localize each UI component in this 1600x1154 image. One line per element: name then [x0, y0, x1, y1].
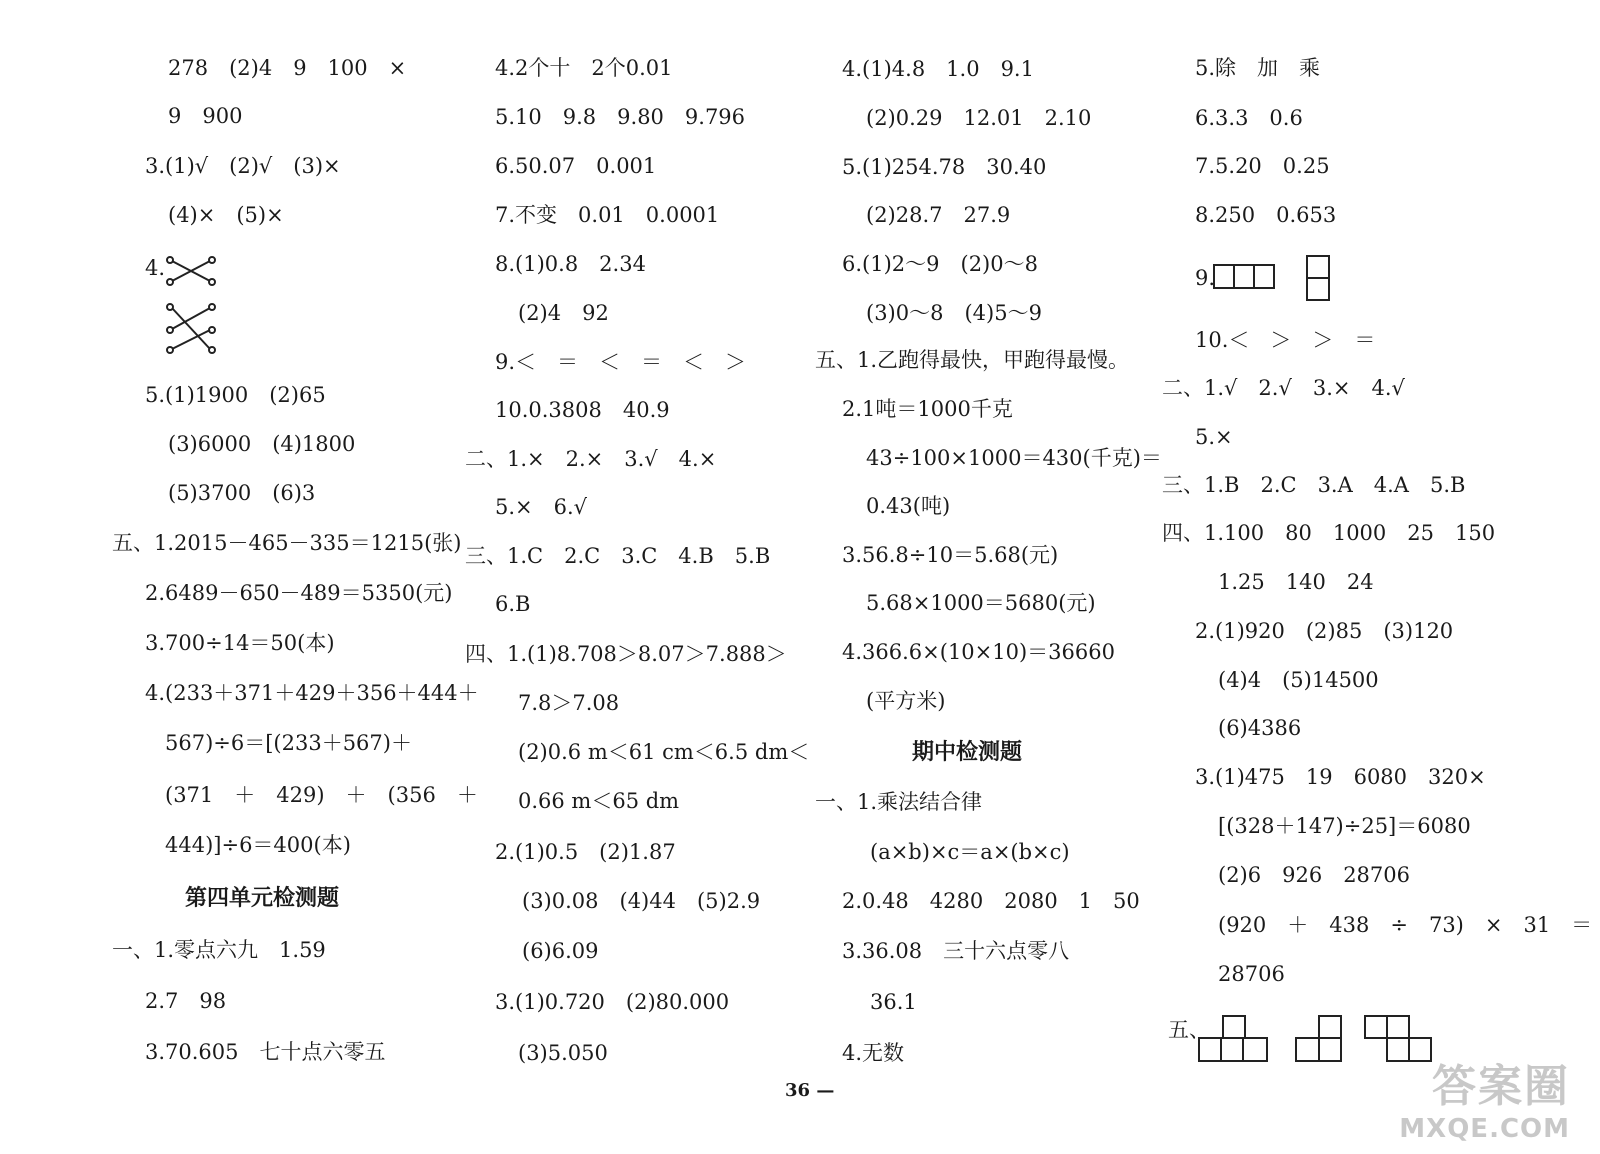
text-line: (2)6 926 28706: [1218, 863, 1410, 887]
text-line: 6.B: [495, 592, 531, 616]
text-line: 28706: [1218, 962, 1285, 986]
text-line: 一、1.零点六九 1.59: [112, 938, 326, 962]
text-line: 2.1吨＝1000千克: [842, 397, 1013, 421]
text-line: 9 900: [168, 104, 243, 128]
text-line: 8.250 0.653: [1195, 203, 1337, 227]
text-line: 2.(1)0.5 (2)1.87: [495, 840, 676, 864]
text-line: 五、1.乙跑得最快，甲跑得最慢。: [815, 348, 1130, 372]
text-line: 三、1.B 2.C 3.A 4.A 5.B: [1162, 473, 1466, 497]
text-line: 5.× 6.√: [495, 495, 588, 519]
text-line: 6.(1)2～9 (2)0～8: [842, 252, 1038, 276]
text-line: (平方米): [866, 689, 946, 713]
text-line: 3.(1)0.720 (2)80.000: [495, 990, 730, 1014]
text-line: 五、: [1168, 1018, 1210, 1042]
watermark-bottom: MXQE.COM: [1399, 1114, 1570, 1144]
text-line: 2.(1)920 (2)85 (3)120: [1195, 619, 1454, 643]
text-line: (2)0.29 12.01 2.10: [866, 106, 1092, 130]
text-line: 二、1.× 2.× 3.√ 4.×: [465, 447, 717, 471]
text-line: 10.0.3808 40.9: [495, 398, 670, 422]
text-line: 5.(1)254.78 30.40: [842, 155, 1047, 179]
text-line: 5.10 9.8 9.80 9.796: [495, 105, 746, 129]
text-line: 7.5.20 0.25: [1195, 154, 1330, 178]
text-line: 43÷100×1000＝430(千克)＝: [866, 446, 1162, 470]
text-line: 1.25 140 24: [1218, 570, 1374, 594]
page-number: 36 —: [785, 1080, 835, 1101]
text-line: 5.×: [1195, 425, 1233, 449]
text-line: 5.(1)1900 (2)65: [145, 383, 326, 407]
text-line: 3.56.8÷10＝5.68(元): [842, 543, 1059, 567]
section-heading: 期中检测题: [912, 739, 1023, 765]
text-line: 9.: [1195, 266, 1216, 290]
text-line: (5)3700 (6)3: [168, 481, 316, 505]
text-line: (3)6000 (4)1800: [168, 432, 356, 456]
text-line: (6)4386: [1218, 716, 1302, 740]
watermark-top: 答案圈: [1432, 1061, 1570, 1112]
watermark-logo: [1399, 1050, 1570, 1144]
text-line: 6.50.07 0.001: [495, 154, 657, 178]
text-line: (2)28.7 27.9: [866, 203, 1011, 227]
text-line: 444)]÷6＝400(本): [165, 833, 351, 857]
text-line: 7.不变 0.01 0.0001: [495, 203, 720, 227]
text-line: 0.66 m＜65 dm: [518, 789, 680, 813]
text-line: 四、1.100 80 1000 25 150: [1162, 521, 1496, 545]
text-line: 567)÷6＝[(233＋567)＋: [165, 731, 412, 755]
text-line: (2)0.6 m＜61 cm＜6.5 dm＜: [518, 740, 810, 764]
text-line: (2)4 92: [518, 301, 609, 325]
text-line: 8.(1)0.8 2.34: [495, 252, 646, 276]
text-line: 7.8＞7.08: [518, 691, 620, 715]
text-line: 9.＜ ＝ ＜ ＝ ＜ ＞: [495, 350, 747, 374]
text-line: 4.(233＋371＋429＋356＋444＋: [145, 681, 479, 705]
text-line: 4.2个十 2个0.01: [495, 56, 673, 80]
text-line: (3)0.08 (4)44 (5)2.9: [522, 889, 761, 913]
text-line: 5.除 加 乘: [1195, 56, 1321, 80]
text-line: 4.366.6×(10×10)＝36660: [842, 640, 1115, 664]
text-line: 3.70.605 七十点六零五: [145, 1040, 386, 1064]
text-line: (3)0～8 (4)5～9: [866, 301, 1042, 325]
text-line: 4.(1)4.8 1.0 9.1: [842, 57, 1034, 81]
text-line: (6)6.09: [522, 939, 599, 963]
text-line: 五、1.2015－465－335＝1215(张): [112, 531, 462, 555]
text-line: 2.6489－650－489＝5350(元): [145, 581, 453, 605]
text-line: 2.7 98: [145, 989, 227, 1013]
text-line: 3.700÷14＝50(本): [145, 631, 335, 655]
text-line: (371 ＋ 429) ＋ (356 ＋: [165, 783, 478, 807]
text-line: 一、1.乘法结合律: [815, 790, 983, 814]
text-line: 10.＜ ＞ ＞ ＝: [1195, 328, 1376, 352]
text-line: [(328＋147)÷25]＝6080: [1218, 814, 1471, 838]
text-line: 2.0.48 4280 2080 1 50: [842, 889, 1140, 913]
text-line: 4.: [145, 256, 166, 280]
text-line: 5.68×1000＝5680(元): [866, 591, 1096, 615]
text-line: (920 ＋ 438 ÷ 73) × 31 ＝: [1218, 913, 1593, 937]
matching-lines-icon: [164, 252, 220, 358]
text-line: 3.(1)√ (2)√ (3)×: [145, 154, 341, 178]
text-line: (3)5.050: [518, 1041, 608, 1065]
text-line: (a×b)×c＝a×(b×c): [870, 840, 1070, 864]
text-line: (4)4 (5)14500: [1218, 668, 1379, 692]
text-line: 3.36.08 三十六点零八: [842, 939, 1070, 963]
text-line: 三、1.C 2.C 3.C 4.B 5.B: [465, 544, 771, 568]
section-heading: 第四单元检测题: [185, 885, 340, 911]
text-line: 4.无数: [842, 1041, 905, 1065]
text-line: 二、1.√ 2.√ 3.× 4.√: [1162, 376, 1405, 400]
text-line: 36.1: [870, 990, 917, 1014]
text-line: 四、1.(1)8.708＞8.07＞7.888＞: [465, 642, 787, 666]
text-line: 3.(1)475 19 6080 320×: [1195, 765, 1486, 789]
text-line: (4)× (5)×: [168, 203, 284, 227]
text-line: 6.3.3 0.6: [1195, 106, 1303, 130]
text-line: 0.43(吨): [866, 494, 951, 518]
text-line: 278 (2)4 9 100 ×: [168, 56, 407, 80]
